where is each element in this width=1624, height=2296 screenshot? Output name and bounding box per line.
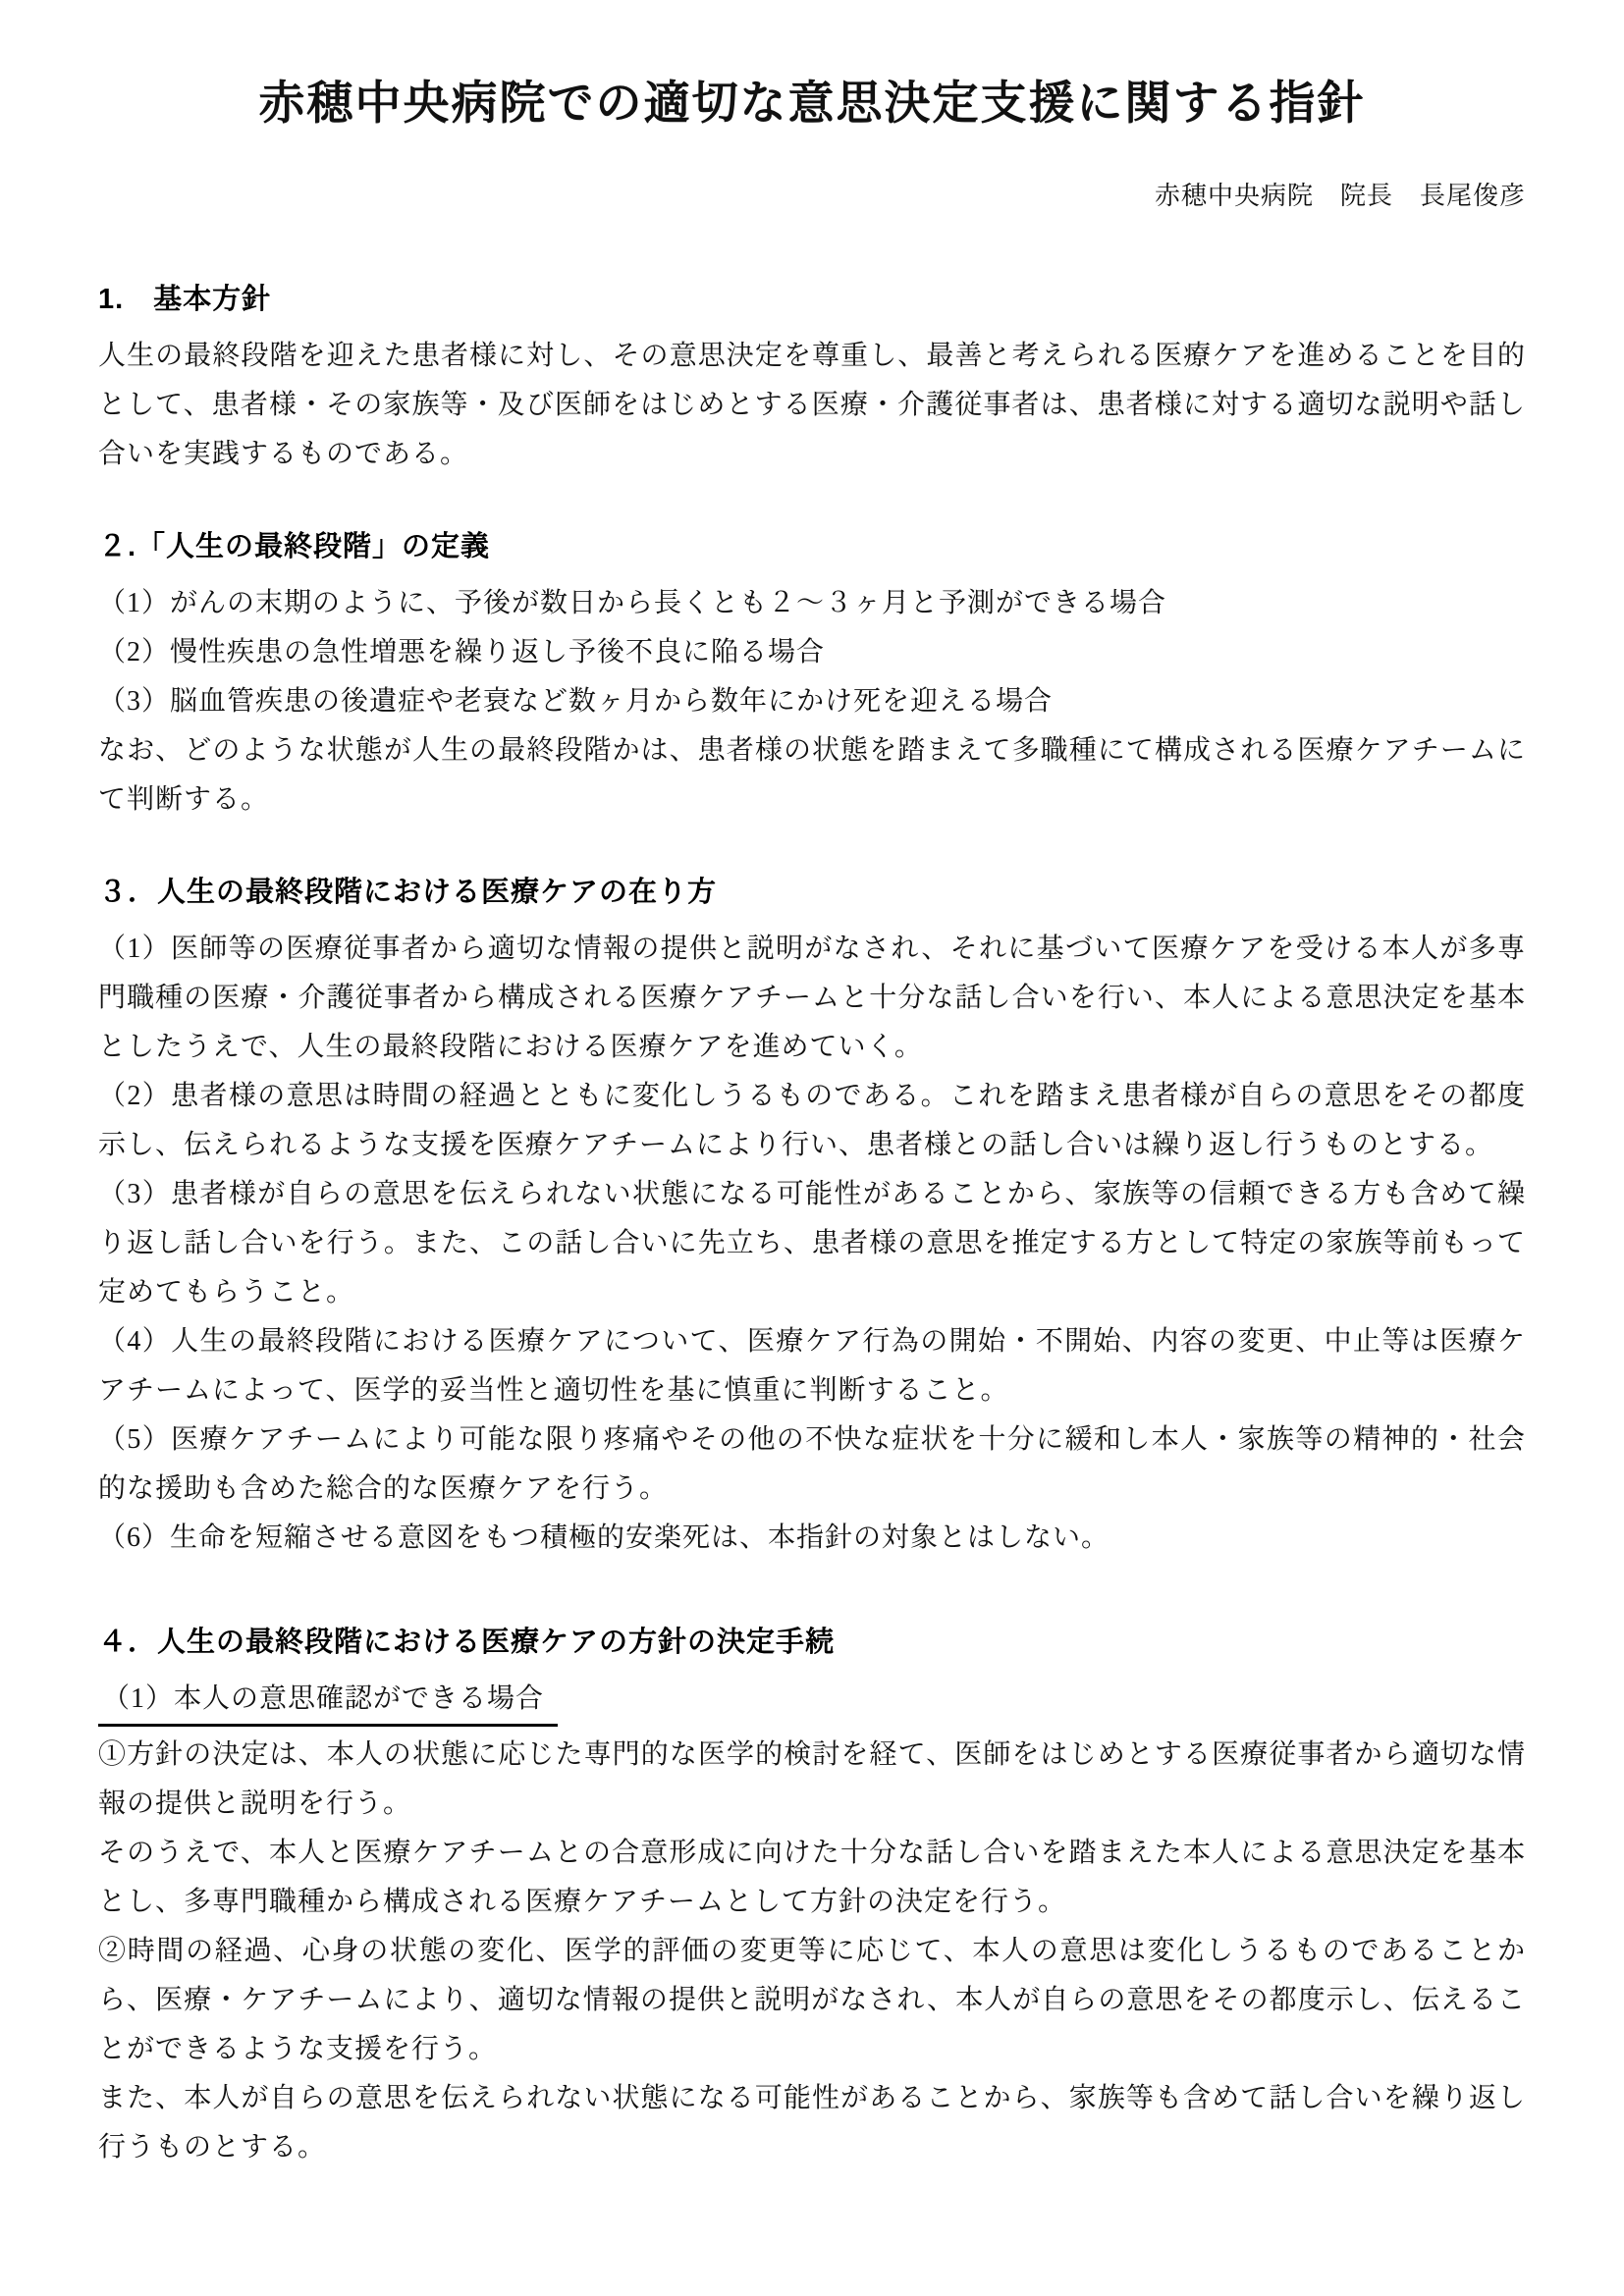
list-item-6: （6）生命を短縮させる意図をもつ積極的安楽死は、本指針の対象とはしない。	[98, 1522, 1110, 1553]
author-byline: 赤穂中央病院 院長 長尾俊彦	[1154, 182, 1526, 210]
section-2-heading: ２.「人生の最終段階」の定義	[98, 531, 491, 562]
section-care-approach	[98, 874, 1526, 1563]
numbered-item-1-continuation: そのうえで、本人と医療ケアチームとの合意形成に向けた十分な話し合いを踏まえた本人による意思決定を基本とし、多専門職種から構成される医療ケアチームとして方針の決定を行う。	[98, 1838, 1526, 1917]
list-item-5: （5）医療ケアチームにより可能な限り疼痛やその他の不快な症状を十分に緩和し本人・家族等の精神的・社会的な援助も含めた総合的な医療ケアを行う。	[98, 1424, 1526, 1504]
numbered-item-2: ②時間の経過、心身の状態の変化、医学的評価の変更等に応じて、本人の意思は変化しうるものであることから、医療・ケアチームにより、適切な情報の提供と説明がなされ、本人が自らの意思をその都度示し、伝えることができるような支援を行う。	[98, 1936, 1526, 2064]
list-item-1: （1）がんの末期のように、予後が数日から長くとも２～３ヶ月と予測ができる場合	[98, 588, 1167, 618]
section-1-heading: 1. 基本方針	[98, 284, 272, 315]
section-3-heading: ３．人生の最終段階における医療ケアの在り方	[98, 877, 718, 908]
section-definition-of-final-stage	[98, 528, 1526, 825]
list-item-3: （3）脳血管疾患の後遺症や老衰など数ヶ月から数年にかけ死を迎える場合	[98, 686, 1054, 717]
section-basic-policy	[98, 281, 1526, 479]
section-decision-procedure	[98, 1624, 1526, 2172]
document-title: 赤穂中央病院での適切な意思決定支援に関する指針	[258, 79, 1366, 130]
list-item-3: （3）患者様が自らの意思を伝えられない状態になる可能性があることから、家族等の信頼できる方も含めて繰り返し話し合いを行う。また、この話し合いに先立ち、患者様の意思を推定する方として特定の家族等前もって定めてもらうこと。	[98, 1179, 1526, 1308]
list-item-2: （2）患者様の意思は時間の経過とともに変化しうるものである。これを踏まえ患者様が自らの意思をその都度示し、伝えられるような支援を医療ケアチームにより行い、患者様との話し合いは繰り返し行うものとする。	[98, 1081, 1526, 1160]
body-paragraph: 人生の最終段階を迎えた患者様に対し、その意思決定を尊重し、最善と考えられる医療ケアを進めることを目的として、患者様・その家族等・及び医師をはじめとする医療・介護従事者は、患者様に対する適切な説明や話し合いを実践するものである。	[98, 341, 1526, 469]
list-item-1: （1）医師等の医療従事者から適切な情報の提供と説明がなされ、それに基づいて医療ケアを受ける本人が多専門職種の医療・介護従事者から構成される医療ケアチームと十分な話し合いを行い、本人による意思決定を基本としたうえで、人生の最終段階における医療ケアを進めていく。	[98, 934, 1526, 1062]
subsection-1-heading-underlined: （1）本人の意思確認ができる場合	[98, 1677, 558, 1727]
note-paragraph: なお、どのような状態が人生の最終段階かは、患者様の状態を踏まえて多職種にて構成される医療ケアチームにて判断する。	[98, 735, 1526, 815]
list-item-2: （2）慢性疾患の急性増悪を繰り返し予後不良に陥る場合	[98, 637, 826, 667]
list-item-4: （4）人生の最終段階における医療ケアについて、医療ケア行為の開始・不開始、内容の変更、中止等は医療ケアチームによって、医学的妥当性と適切性を基に慎重に判断すること。	[98, 1326, 1526, 1406]
section-4-heading: ４．人生の最終段階における医療ケアの方針の決定手続	[98, 1627, 836, 1658]
numbered-item-2-continuation: また、本人が自らの意思を伝えられない状態になる可能性があることから、家族等も含めて話し合いを繰り返し行うものとする。	[98, 2083, 1526, 2163]
numbered-item-1: ①方針の決定は、本人の状態に応じた専門的な医学的検討を経て、医師をはじめとする医療従事者から適切な情報の提供と説明を行う。	[98, 1739, 1526, 1819]
